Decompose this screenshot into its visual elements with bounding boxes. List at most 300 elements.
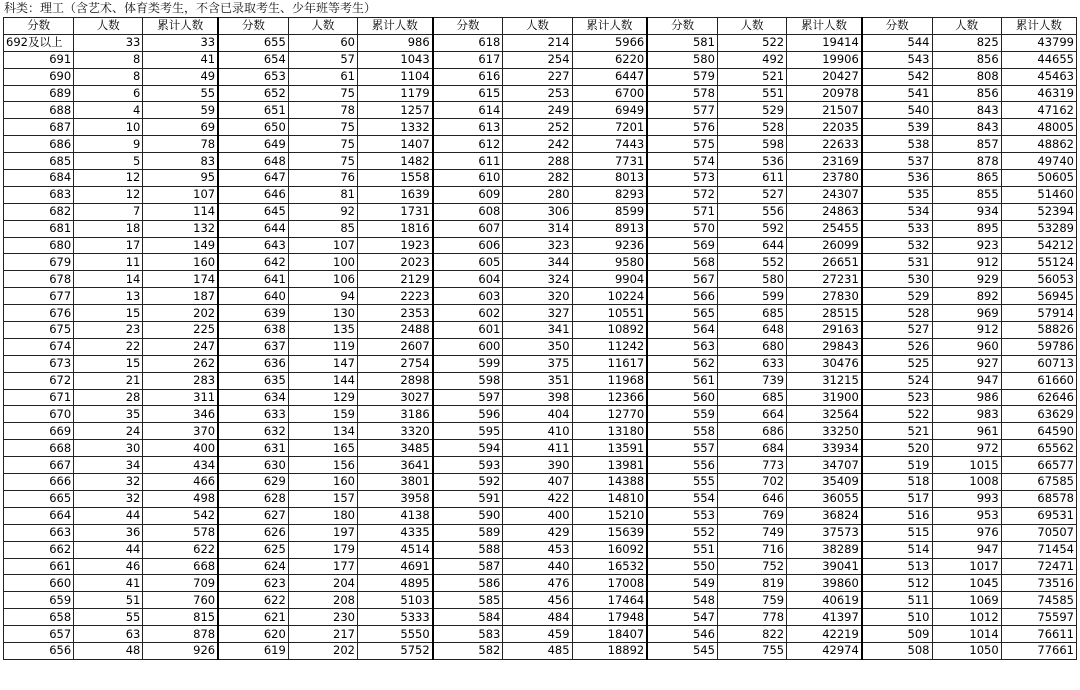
cumulative-cell: 283 [143, 372, 218, 389]
cumulative-cell: 187 [143, 288, 218, 305]
score-header-1: 分数 [4, 18, 74, 35]
cumulative-cell: 56053 [1001, 271, 1076, 288]
cumulative-cell: 26651 [787, 254, 862, 271]
cumulative-cell: 262 [143, 355, 218, 372]
cumulative-cell: 33250 [787, 423, 862, 440]
score-cell: 589 [433, 524, 503, 541]
score-cell: 648 [218, 153, 288, 170]
cumulative-cell: 11617 [572, 355, 647, 372]
cumulative-cell: 12366 [572, 389, 647, 406]
count-cell: 929 [932, 271, 1001, 288]
count-header-3: 人数 [503, 18, 572, 35]
score-cell: 568 [647, 254, 717, 271]
cumulative-cell: 7443 [572, 136, 647, 153]
score-cell: 572 [647, 186, 717, 203]
count-cell: 485 [503, 642, 572, 659]
cumulative-cell: 30476 [787, 355, 862, 372]
table-row [4, 423, 1077, 440]
score-cell: 638 [218, 322, 288, 339]
count-cell: 856 [932, 85, 1001, 102]
cumulative-cell: 1332 [357, 119, 432, 136]
cumulative-cell: 2223 [357, 288, 432, 305]
score-cell: 664 [4, 507, 74, 524]
score-cell: 584 [433, 609, 503, 626]
count-cell: 76 [288, 170, 357, 187]
cumulative-cell: 22633 [787, 136, 862, 153]
cumulative-cell: 20427 [787, 68, 862, 85]
count-cell: 6 [74, 85, 143, 102]
cumulative-cell: 202 [143, 305, 218, 322]
score-cell: 662 [4, 541, 74, 558]
score-cell: 688 [4, 102, 74, 119]
cumulative-cell: 9580 [572, 254, 647, 271]
count-cell: 282 [503, 170, 572, 187]
cumulative-cell: 7731 [572, 153, 647, 170]
cumulative-cell: 17948 [572, 609, 647, 626]
score-cell: 521 [862, 423, 932, 440]
cumulative-cell: 10224 [572, 288, 647, 305]
cumulative-cell: 37573 [787, 524, 862, 541]
header-row [4, 18, 1077, 35]
count-cell: 476 [503, 575, 572, 592]
table-row [4, 136, 1077, 153]
table-row [4, 338, 1077, 355]
count-header-4: 人数 [717, 18, 786, 35]
score-cell: 525 [862, 355, 932, 372]
score-cell: 558 [647, 423, 717, 440]
count-cell: 1069 [932, 592, 1001, 609]
score-cell: 630 [218, 457, 288, 474]
score-cell: 642 [218, 254, 288, 271]
score-cell: 676 [4, 305, 74, 322]
table-row [4, 322, 1077, 339]
cumulative-cell: 3027 [357, 389, 432, 406]
score-cell: 553 [647, 507, 717, 524]
cumulative-cell: 43799 [1001, 34, 1076, 51]
count-cell: 34 [74, 457, 143, 474]
count-cell: 611 [717, 170, 786, 187]
table-row [4, 119, 1077, 136]
count-cell: 18 [74, 220, 143, 237]
count-cell: 749 [717, 524, 786, 541]
count-cell: 32 [74, 474, 143, 491]
score-cell: 529 [862, 288, 932, 305]
cumulative-cell: 66577 [1001, 457, 1076, 474]
score-cell: 590 [433, 507, 503, 524]
score-cell: 670 [4, 406, 74, 423]
score-cell: 591 [433, 490, 503, 507]
count-cell: 773 [717, 457, 786, 474]
cumulative-cell: 6949 [572, 102, 647, 119]
cumulative-cell: 44655 [1001, 51, 1076, 68]
score-cell: 540 [862, 102, 932, 119]
table-row [4, 575, 1077, 592]
score-cell: 518 [862, 474, 932, 491]
cumulative-cell: 51460 [1001, 186, 1076, 203]
cumulative-cell: 67585 [1001, 474, 1076, 491]
cumulative-cell: 41 [143, 51, 218, 68]
count-cell: 134 [288, 423, 357, 440]
cumulative-cell: 7201 [572, 119, 647, 136]
cumulative-cell: 4335 [357, 524, 432, 541]
score-cell: 603 [433, 288, 503, 305]
count-cell: 684 [717, 440, 786, 457]
count-cell: 288 [503, 153, 572, 170]
count-cell: 177 [288, 558, 357, 575]
count-cell: 633 [717, 355, 786, 372]
count-cell: 214 [503, 34, 572, 51]
cumulative-cell: 3485 [357, 440, 432, 457]
cumulative-cell: 76611 [1001, 626, 1076, 643]
count-cell: 492 [717, 51, 786, 68]
score-cell: 546 [647, 626, 717, 643]
score-cell: 600 [433, 338, 503, 355]
score-cell: 594 [433, 440, 503, 457]
cumulative-cell: 174 [143, 271, 218, 288]
score-cell: 682 [4, 203, 74, 220]
cumulative-cell: 1923 [357, 237, 432, 254]
cumulative-cell: 668 [143, 558, 218, 575]
count-cell: 927 [932, 355, 1001, 372]
cumulative-cell: 11968 [572, 372, 647, 389]
score-cell: 653 [218, 68, 288, 85]
count-cell: 147 [288, 355, 357, 372]
cumulative-cell: 59786 [1001, 338, 1076, 355]
score-cell: 555 [647, 474, 717, 491]
cumulative-cell: 926 [143, 642, 218, 659]
count-cell: 825 [932, 34, 1001, 51]
score-cell: 608 [433, 203, 503, 220]
score-cell: 639 [218, 305, 288, 322]
count-cell: 646 [717, 490, 786, 507]
score-cell: 637 [218, 338, 288, 355]
cumulative-cell: 13591 [572, 440, 647, 457]
table-row [4, 626, 1077, 643]
cumulative-cell: 311 [143, 389, 218, 406]
count-cell: 716 [717, 541, 786, 558]
cumulative-cell: 49740 [1001, 153, 1076, 170]
count-cell: 144 [288, 372, 357, 389]
count-cell: 536 [717, 153, 786, 170]
cumulative-cell: 5966 [572, 34, 647, 51]
cumulative-cell: 2023 [357, 254, 432, 271]
score-cell: 663 [4, 524, 74, 541]
cumulative-cell: 59 [143, 102, 218, 119]
score-cell: 686 [4, 136, 74, 153]
table-row [4, 642, 1077, 659]
count-cell: 4 [74, 102, 143, 119]
count-cell: 63 [74, 626, 143, 643]
score-cell: 623 [218, 575, 288, 592]
score-cell: 592 [433, 474, 503, 491]
cumulative-cell: 13180 [572, 423, 647, 440]
cumulative-cell: 5752 [357, 642, 432, 659]
count-header-1: 人数 [74, 18, 143, 35]
score-cell: 658 [4, 609, 74, 626]
score-cell: 550 [647, 558, 717, 575]
count-cell: 320 [503, 288, 572, 305]
count-cell: 778 [717, 609, 786, 626]
score-cell: 684 [4, 170, 74, 187]
cumulative-cell: 26099 [787, 237, 862, 254]
cumulative-cell: 56945 [1001, 288, 1076, 305]
table-row [4, 524, 1077, 541]
count-cell: 592 [717, 220, 786, 237]
count-cell: 41 [74, 575, 143, 592]
cumulative-cell: 6220 [572, 51, 647, 68]
count-cell: 57 [288, 51, 357, 68]
cumulative-cell: 11242 [572, 338, 647, 355]
table-row [4, 474, 1077, 491]
count-cell: 156 [288, 457, 357, 474]
score-cell: 526 [862, 338, 932, 355]
cumulative-cell: 8913 [572, 220, 647, 237]
count-cell: 983 [932, 406, 1001, 423]
count-cell: 8 [74, 68, 143, 85]
cumulative-header-2: 累计人数 [357, 18, 432, 35]
score-cell: 596 [433, 406, 503, 423]
score-cell: 656 [4, 642, 74, 659]
score-cell: 681 [4, 220, 74, 237]
count-cell: 208 [288, 592, 357, 609]
count-cell: 75 [288, 153, 357, 170]
cumulative-cell: 10892 [572, 322, 647, 339]
score-cell: 510 [862, 609, 932, 626]
cumulative-cell: 578 [143, 524, 218, 541]
score-cell: 587 [433, 558, 503, 575]
count-cell: 1017 [932, 558, 1001, 575]
cumulative-cell: 5333 [357, 609, 432, 626]
count-cell: 400 [503, 507, 572, 524]
score-cell: 649 [218, 136, 288, 153]
score-cell: 679 [4, 254, 74, 271]
score-cell: 582 [433, 642, 503, 659]
score-cell: 547 [647, 609, 717, 626]
count-cell: 808 [932, 68, 1001, 85]
table-row [4, 507, 1077, 524]
score-cell: 566 [647, 288, 717, 305]
score-cell: 615 [433, 85, 503, 102]
count-cell: 180 [288, 507, 357, 524]
score-cell: 535 [862, 186, 932, 203]
cumulative-cell: 95 [143, 170, 218, 187]
score-distribution-table [3, 17, 1077, 660]
cumulative-cell: 27231 [787, 271, 862, 288]
cumulative-cell: 107 [143, 186, 218, 203]
count-cell: 522 [717, 34, 786, 51]
count-cell: 230 [288, 609, 357, 626]
score-cell: 632 [218, 423, 288, 440]
table-row [4, 85, 1077, 102]
count-cell: 242 [503, 136, 572, 153]
count-cell: 32 [74, 490, 143, 507]
score-header-2: 分数 [218, 18, 288, 35]
cumulative-header-5: 累计人数 [1001, 18, 1076, 35]
count-cell: 75 [288, 136, 357, 153]
count-cell: 822 [717, 626, 786, 643]
table-row [4, 203, 1077, 220]
count-cell: 529 [717, 102, 786, 119]
score-cell: 651 [218, 102, 288, 119]
score-cell: 522 [862, 406, 932, 423]
cumulative-cell: 4895 [357, 575, 432, 592]
score-cell: 563 [647, 338, 717, 355]
score-cell: 527 [862, 322, 932, 339]
count-cell: 197 [288, 524, 357, 541]
score-cell: 579 [647, 68, 717, 85]
table-row [4, 34, 1077, 51]
cumulative-cell: 69 [143, 119, 218, 136]
count-cell: 119 [288, 338, 357, 355]
cumulative-cell: 25455 [787, 220, 862, 237]
count-cell: 323 [503, 237, 572, 254]
cumulative-cell: 9904 [572, 271, 647, 288]
score-cell: 598 [433, 372, 503, 389]
cumulative-cell: 878 [143, 626, 218, 643]
score-cell: 512 [862, 575, 932, 592]
cumulative-cell: 2607 [357, 338, 432, 355]
score-cell: 640 [218, 288, 288, 305]
count-cell: 75 [288, 119, 357, 136]
count-cell: 107 [288, 237, 357, 254]
score-cell: 511 [862, 592, 932, 609]
count-cell: 843 [932, 119, 1001, 136]
score-cell: 561 [647, 372, 717, 389]
table-row [4, 51, 1077, 68]
cumulative-cell: 57914 [1001, 305, 1076, 322]
score-cell: 691 [4, 51, 74, 68]
count-cell: 685 [717, 305, 786, 322]
score-cell: 509 [862, 626, 932, 643]
score-cell: 652 [218, 85, 288, 102]
table-row [4, 592, 1077, 609]
cumulative-cell: 65562 [1001, 440, 1076, 457]
cumulative-cell: 247 [143, 338, 218, 355]
count-cell: 227 [503, 68, 572, 85]
count-cell: 759 [717, 592, 786, 609]
cumulative-cell: 4138 [357, 507, 432, 524]
count-cell: 78 [288, 102, 357, 119]
cumulative-cell: 4691 [357, 558, 432, 575]
score-cell: 523 [862, 389, 932, 406]
count-cell: 986 [932, 389, 1001, 406]
score-cell: 519 [862, 457, 932, 474]
count-cell: 551 [717, 85, 786, 102]
count-cell: 598 [717, 136, 786, 153]
cumulative-cell: 1104 [357, 68, 432, 85]
count-cell: 685 [717, 389, 786, 406]
count-cell: 28 [74, 389, 143, 406]
score-cell: 585 [433, 592, 503, 609]
count-cell: 306 [503, 203, 572, 220]
cumulative-cell: 149 [143, 237, 218, 254]
score-cell: 543 [862, 51, 932, 68]
count-cell: 993 [932, 490, 1001, 507]
cumulative-cell: 73516 [1001, 575, 1076, 592]
count-cell: 528 [717, 119, 786, 136]
score-cell: 606 [433, 237, 503, 254]
table-row [4, 271, 1077, 288]
cumulative-cell: 8599 [572, 203, 647, 220]
cumulative-cell: 709 [143, 575, 218, 592]
cumulative-header-4: 累计人数 [787, 18, 862, 35]
score-cell: 625 [218, 541, 288, 558]
cumulative-cell: 64590 [1001, 423, 1076, 440]
count-cell: 94 [288, 288, 357, 305]
cumulative-cell: 225 [143, 322, 218, 339]
cumulative-cell: 24863 [787, 203, 862, 220]
count-cell: 934 [932, 203, 1001, 220]
cumulative-cell: 83 [143, 153, 218, 170]
count-header-2: 人数 [288, 18, 357, 35]
table-row [4, 237, 1077, 254]
cumulative-cell: 29163 [787, 322, 862, 339]
score-cell: 673 [4, 355, 74, 372]
score-cell: 677 [4, 288, 74, 305]
cumulative-cell: 8293 [572, 186, 647, 203]
score-cell: 575 [647, 136, 717, 153]
cumulative-cell: 62646 [1001, 389, 1076, 406]
score-cell: 544 [862, 34, 932, 51]
score-cell: 610 [433, 170, 503, 187]
count-cell: 44 [74, 507, 143, 524]
cumulative-cell: 3801 [357, 474, 432, 491]
score-cell: 678 [4, 271, 74, 288]
cumulative-cell: 22035 [787, 119, 862, 136]
cumulative-cell: 3641 [357, 457, 432, 474]
score-cell: 577 [647, 102, 717, 119]
table-row [4, 609, 1077, 626]
cumulative-cell: 50605 [1001, 170, 1076, 187]
count-cell: 947 [932, 372, 1001, 389]
cumulative-cell: 70507 [1001, 524, 1076, 541]
cumulative-cell: 36824 [787, 507, 862, 524]
cumulative-cell: 35409 [787, 474, 862, 491]
score-cell: 556 [647, 457, 717, 474]
score-cell: 660 [4, 575, 74, 592]
score-cell: 666 [4, 474, 74, 491]
count-cell: 165 [288, 440, 357, 457]
count-cell: 61 [288, 68, 357, 85]
score-cell: 536 [862, 170, 932, 187]
cumulative-cell: 48005 [1001, 119, 1076, 136]
score-cell: 616 [433, 68, 503, 85]
count-cell: 13 [74, 288, 143, 305]
cumulative-cell: 1731 [357, 203, 432, 220]
count-cell: 130 [288, 305, 357, 322]
cumulative-header-3: 累计人数 [572, 18, 647, 35]
count-cell: 160 [288, 474, 357, 491]
cumulative-cell: 31215 [787, 372, 862, 389]
score-cell: 607 [433, 220, 503, 237]
cumulative-cell: 1482 [357, 153, 432, 170]
cumulative-cell: 47162 [1001, 102, 1076, 119]
score-cell: 571 [647, 203, 717, 220]
cumulative-cell: 3320 [357, 423, 432, 440]
count-cell: 440 [503, 558, 572, 575]
score-cell: 627 [218, 507, 288, 524]
count-cell: 21 [74, 372, 143, 389]
cumulative-cell: 2129 [357, 271, 432, 288]
count-cell: 51 [74, 592, 143, 609]
count-cell: 341 [503, 322, 572, 339]
count-cell: 252 [503, 119, 572, 136]
score-cell: 517 [862, 490, 932, 507]
cumulative-cell: 114 [143, 203, 218, 220]
score-cell: 624 [218, 558, 288, 575]
count-cell: 855 [932, 186, 1001, 203]
cumulative-cell: 46319 [1001, 85, 1076, 102]
